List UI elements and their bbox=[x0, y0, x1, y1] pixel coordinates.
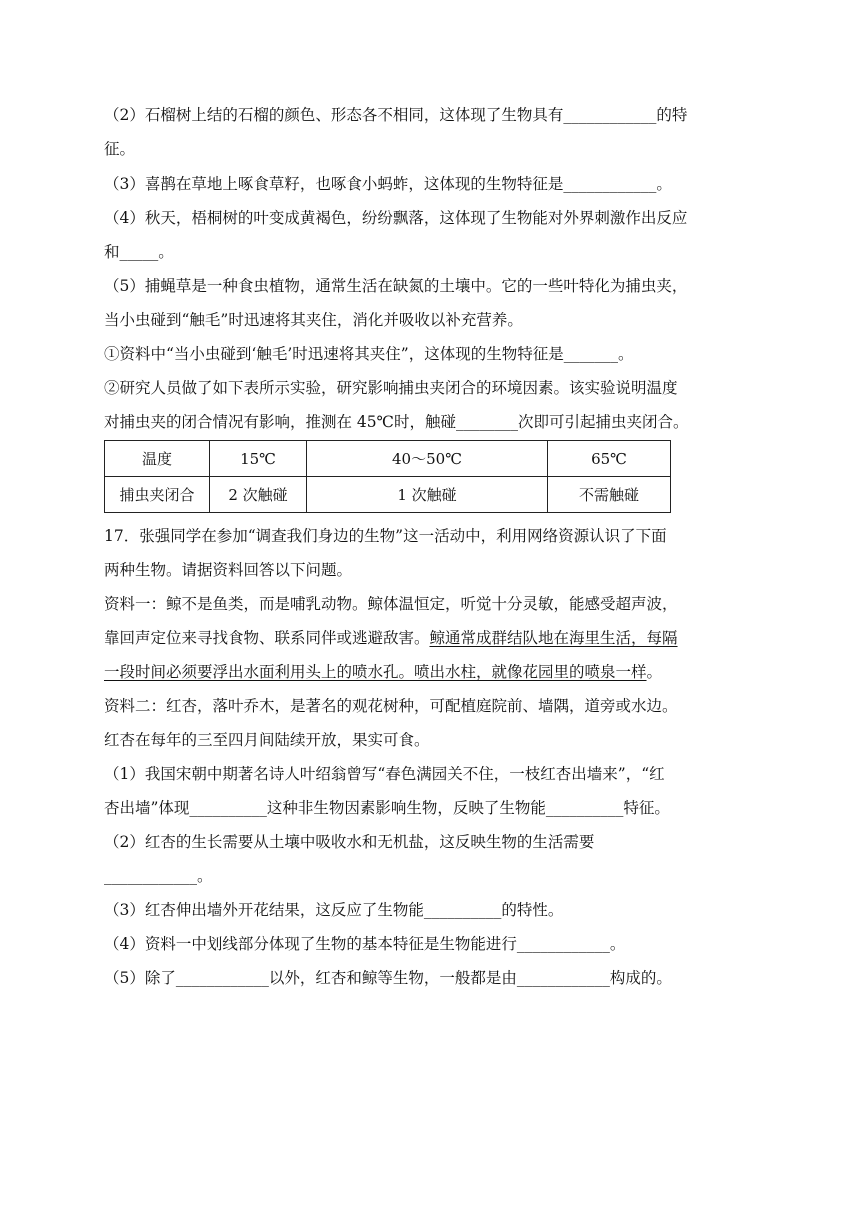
q16-2-text: （2）石榴树上结的石榴的颜色、形态各不相同，这体现了生物具有____________的特 bbox=[104, 106, 688, 124]
q16-4-text: （4）秋天，梧桐树的叶变成黄褐色，纷纷飘落，这体现了生物能对外界刺激作出反应 bbox=[104, 209, 688, 227]
table-cell: 不需触碰 bbox=[548, 477, 671, 513]
material-2: 资料二：红杏，落叶乔木，是著名的观花树种，可配植庭院前、墙隅，道旁或水边。 bbox=[104, 697, 678, 715]
table-cell: 1 次触碰 bbox=[307, 477, 548, 513]
material-1-underlined: 鲸通常成群结队地在海里生活，每隔 bbox=[429, 629, 678, 647]
table-row bbox=[105, 477, 671, 513]
q17-1-text: （1）我国宋朝中期著名诗人叶绍翁曾写“春色满园关不住，一枝红杏出墙来”，“红 bbox=[104, 765, 665, 783]
q17-3-text: （3）红杏伸出墙外开花结果，这反应了生物能__________的特性。 bbox=[104, 901, 564, 919]
material-1-cont2 bbox=[104, 662, 662, 682]
material-1-end: 。 bbox=[646, 663, 663, 681]
table-cell: 温度 bbox=[105, 441, 210, 477]
q17-stem: 17．张强同学在参加“调查我们身边的生物”这一活动中，利用网络资源认识了下面 bbox=[104, 527, 667, 545]
q17-stem-cont: 两种生物。请据资料回答以下问题。 bbox=[104, 561, 353, 579]
q16-5-text-cont: 当小虫碰到“触毛”时迅速将其夹住，消化并吸收以补充营养。 bbox=[104, 311, 523, 329]
table-cell: 2 次触碰 bbox=[210, 477, 307, 513]
material-1-cont bbox=[104, 628, 678, 648]
table-cell: 65℃ bbox=[548, 441, 671, 477]
q16-5-sub2-cont: 对捕虫夹的闭合情况有影响，推测在 45℃时，触碰________次即可引起捕虫夹闭合。 bbox=[104, 413, 689, 431]
material-2-cont: 红杏在每年的三至四月间陆续开放，果实可食。 bbox=[104, 731, 430, 749]
material-1-text: 靠回声定位来寻找食物、联系同伴或逃避敌害。 bbox=[104, 629, 430, 647]
q17-2-text-cont: ____________。 bbox=[104, 867, 213, 885]
material-1: 资料一：鲸不是鱼类，而是哺乳动物。鲸体温恒定，听觉十分灵敏，能感受超声波， bbox=[104, 595, 678, 613]
q16-5-sub1: ①资料中“当小虫碰到‘触毛’时迅速将其夹住”，这体现的生物特征是_______。 bbox=[104, 345, 634, 363]
q17-2-text: （2）红杏的生长需要从土壤中吸收水和无机盐，这反映生物的生活需要 bbox=[104, 833, 595, 851]
q16-4-text-cont: 和_____。 bbox=[104, 243, 174, 261]
q16-3-text: （3）喜鹊在草地上啄食草籽，也啄食小蚂蚱，这体现的生物特征是____________。 bbox=[104, 175, 672, 193]
table-cell: 40～50℃ bbox=[307, 441, 548, 477]
q17-1-text-cont: 杏出墙”体现__________这种非生物因素影响生物，反映了生物能__________特征。 bbox=[104, 799, 670, 817]
q16-5-sub2: ②研究人员做了如下表所示实验，研究影响捕虫夹闭合的环境因素。该实验说明温度 bbox=[104, 379, 678, 397]
table-cell: 捕虫夹闭合 bbox=[105, 477, 210, 513]
q16-2-text-cont: 征。 bbox=[104, 140, 136, 158]
material-1-underlined-cont: 一段时间必须要浮出水面利用头上的喷水孔。喷出水柱，就像花园里的喷泉一样 bbox=[104, 663, 647, 681]
q17-4-text: （4）资料一中划线部分体现了生物的基本特征是生物能进行____________。 bbox=[104, 935, 626, 953]
table-cell: 15℃ bbox=[210, 441, 307, 477]
q17-5-text: （5）除了____________以外，红杏和鲸等生物，一般都是由____________构成的。 bbox=[104, 969, 672, 987]
q16-5-text: （5）捕蝇草是一种食虫植物，通常生活在缺氮的土壤中。它的一些叶特化为捕虫夹， bbox=[104, 277, 688, 295]
experiment-table bbox=[104, 440, 671, 513]
table-row bbox=[105, 441, 671, 477]
